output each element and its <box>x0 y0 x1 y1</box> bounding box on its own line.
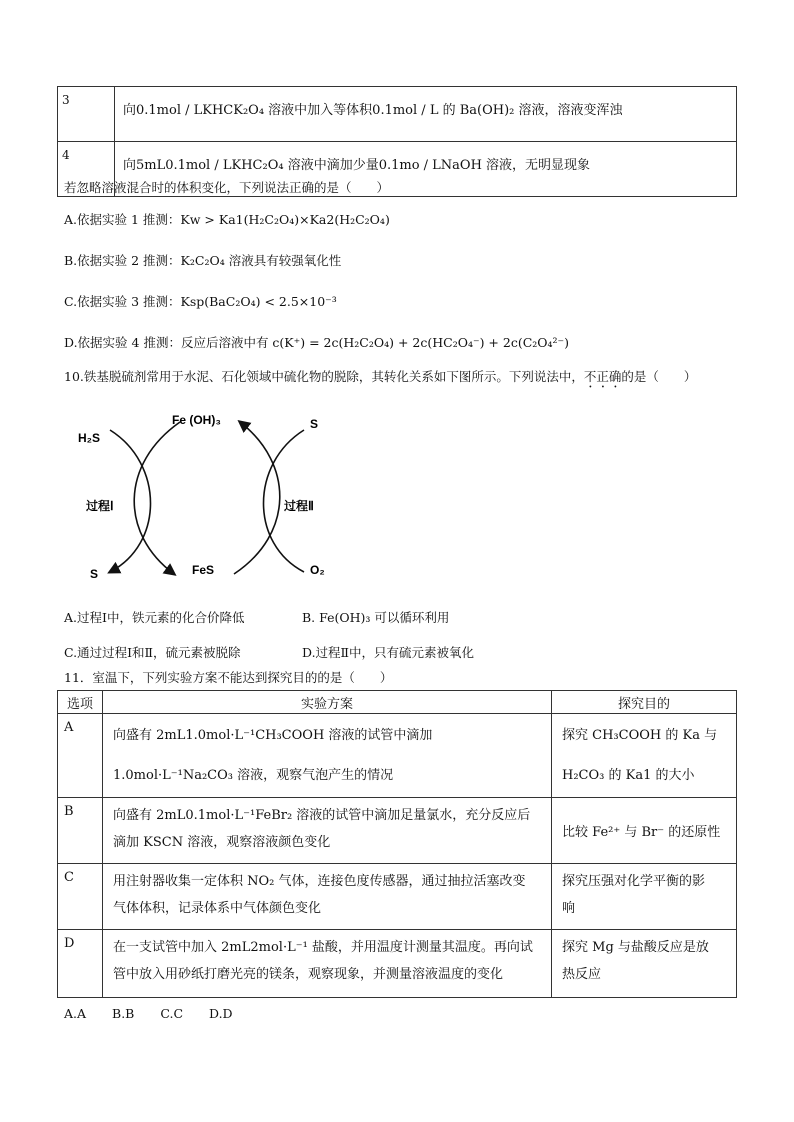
row-label: D <box>58 930 103 998</box>
q11-table <box>57 690 737 998</box>
plan-line: 向盛有 2mL0.1mol·L⁻¹FeBr₂ 溶液的试管中滴加足量氯水，充分反应后 <box>113 808 531 823</box>
q10-stem <box>64 367 696 391</box>
q10-option-c: C.通过过程Ⅰ和Ⅱ，硫元素被脱除 <box>64 645 241 660</box>
q9-option-d: D.依据实验 4 推测：反应后溶液中有 c(K⁺) = 2c(H₂C₂O₄) + 2c(HC₂O₄⁻) + 2c(C₂O₄²⁻) <box>64 335 570 350</box>
process1-arc-1 <box>110 430 151 572</box>
q10-option-b: B. Fe(OH)₃ 可以循环利用 <box>302 610 450 625</box>
row-label: A <box>58 714 103 798</box>
row-number: 4 <box>58 142 115 197</box>
answer-option: A.A <box>64 1006 87 1021</box>
label-o2: O₂ <box>310 563 325 577</box>
row-plan <box>103 930 552 998</box>
q10-option-d: D.过程Ⅱ中，只有硫元素被氧化 <box>302 645 475 660</box>
q10-stem-emphasis: 不正确 <box>583 369 622 384</box>
label-process1: 过程Ⅰ <box>86 499 114 513</box>
label-s-bottom: S <box>90 567 99 581</box>
plan-line: 用注射器收集一定体积 NO₂ 气体，连接色度传感器，通过抽拉活塞改变 <box>113 874 526 889</box>
goal-line: 探究压强对化学平衡的影 <box>562 874 706 889</box>
process2-arc-2 <box>234 422 280 574</box>
label-fes: FeS <box>192 563 215 577</box>
header-option: 选项 <box>58 691 103 714</box>
q10-stem-b: 的是（ ） <box>621 369 697 384</box>
answer-option: B.B <box>112 1006 135 1021</box>
header-goal: 探究目的 <box>552 691 737 714</box>
row-goal <box>552 798 737 864</box>
table-row <box>58 930 737 998</box>
plan-line: 向盛有 2mL1.0mol·L⁻¹CH₃COOH 溶液的试管中滴加 <box>113 728 433 743</box>
table-row <box>58 714 737 798</box>
label-s-top: S <box>310 417 319 431</box>
label-h2s: H₂S <box>78 431 101 445</box>
table-row <box>58 87 737 142</box>
q9-stem: 若忽略溶液混合时的体积变化，下列说法正确的是（ ） <box>64 180 390 195</box>
plan-line: 1.0mol·L⁻¹Na₂CO₃ 溶液，观察气泡产生的情况 <box>113 768 394 783</box>
q9-option-a: A.依据实验 1 推测：Kw > Ka1(H₂C₂O₄)×Ka2(H₂C₂O₄) <box>64 212 390 227</box>
goal-line: 比较 Fe²⁺ 与 Br⁻ 的还原性 <box>562 825 721 840</box>
plan-line: 气体体积，记录体系中气体颜色变化 <box>113 901 322 916</box>
answer-option: C.C <box>160 1006 184 1021</box>
row-plan <box>103 714 552 798</box>
process1-arc-2 <box>134 422 180 574</box>
q10-stem-a: 10.铁基脱硫剂常用于水泥、石化领域中硫化物的脱除，其转化关系如下图所示。下列说法中， <box>64 369 584 384</box>
row-number: 3 <box>58 87 115 142</box>
header-plan: 实验方案 <box>103 691 552 714</box>
desulfurization-cycle-diagram <box>64 404 354 590</box>
q11-answer-options <box>64 1006 233 1021</box>
plan-line: 在一支试管中加入 2mL2mol·L⁻¹ 盐酸，并用温度计测量其温度。再向试 <box>113 940 533 955</box>
goal-line: 热反应 <box>562 967 602 982</box>
table-row <box>58 864 737 930</box>
table-header-row <box>58 691 737 714</box>
plan-line: 管中放入用砂纸打磨光亮的镁条，观察现象，并测量溶液温度的变化 <box>113 967 504 982</box>
row-goal <box>552 864 737 930</box>
goal-line: 探究 CH₃COOH 的 Ka 与 <box>562 728 718 743</box>
row-goal <box>552 714 737 798</box>
row-plan <box>103 864 552 930</box>
q10-option-a: A.过程Ⅰ中，铁元素的化合价降低 <box>64 610 245 625</box>
row-text: 向5mL0.1mol / LKHC₂O₄ 溶液中滴加少量0.1mo / LNaOH 溶液，无明显现象 <box>115 142 737 197</box>
plan-line: 滴加 KSCN 溶液，观察溶液颜色变化 <box>113 835 331 850</box>
row-label: B <box>58 798 103 864</box>
label-process2: 过程Ⅱ <box>284 499 314 513</box>
row-plan <box>103 798 552 864</box>
label-feoh3: Fe (OH)₃ <box>172 413 221 427</box>
answer-option: D.D <box>209 1006 233 1021</box>
q9-option-b: B.依据实验 2 推测：K₂C₂O₄ 溶液具有较强氧化性 <box>64 253 342 268</box>
goal-line: 响 <box>562 901 576 916</box>
row-goal <box>552 930 737 998</box>
row-label: C <box>58 864 103 930</box>
q11-stem: 11．室温下，下列实验方案不能达到探究目的的是（ ） <box>64 670 393 685</box>
row-text: 向0.1mol / LKHCK₂O₄ 溶液中加入等体积0.1mol / L 的 Ba(OH)₂ 溶液，溶液变浑浊 <box>115 87 737 142</box>
table-row <box>58 798 737 864</box>
goal-line: H₂CO₃ 的 Ka1 的大小 <box>562 768 695 783</box>
goal-line: 探究 Mg 与盐酸反应是放 <box>562 940 709 955</box>
q9-option-c: C.依据实验 3 推测：Ksp(BaC₂O₄) < 2.5×10⁻³ <box>64 294 337 309</box>
